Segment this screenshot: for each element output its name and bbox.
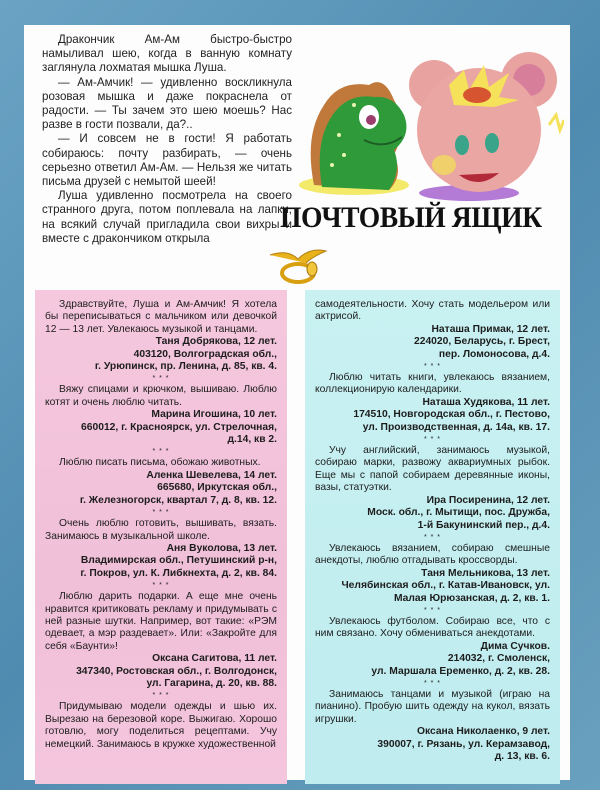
letter-text: Занимаюсь танцами и музыкой (играю на пианино). Пробую шить одежду на кукол, вязать игрушки. (315, 688, 550, 725)
magazine-page (24, 25, 570, 780)
separator: * * * (423, 679, 442, 687)
letter-address: 660012, г. Красноярск, ул. Стрелочная, (81, 421, 277, 433)
letter-address: Владимирская обл., Петушинский р-н, (80, 555, 277, 567)
letter-name: Таня Добрякова, 12 лет. (155, 336, 277, 348)
dragon-icon (299, 82, 409, 195)
letter (315, 445, 550, 532)
letter-text: самодеятельности. Хочу стать модельером или актрисой. (315, 299, 550, 323)
letter-address: ул. Производственная, д. 14а, кв. 17. (362, 421, 550, 433)
letter-address: Челябинская обл., г. Катав-Ивановск, ул. (341, 580, 550, 592)
letter-text: Придумываю модели одежды и шью их. Вырезаю на березовой коре. Выжигаю. Хорошо готовлю, могу поделиться рецептами. Учу немецкий. Занимаюсь в кружке художественной (45, 701, 277, 750)
intro-paragraph: — И совсем не в гости! Я работать собираюсь: почту разбирать, — очень серьезно ответил Ам-Ам. — Нельзя же читать письма друзей с немытой шеей! (42, 132, 292, 189)
letter (315, 299, 550, 361)
letter-address: д.14, кв 2. (227, 434, 277, 446)
letter-address: 214032, г. Смоленск, (447, 653, 550, 665)
separator: * * * (423, 606, 442, 614)
letter-text: Люблю читать книги, увлекаюсь вязанием, коллекционирую календарики. (315, 372, 550, 396)
letter-text: Здравствуйте, Луша и Ам-Амчик! Я хотела бы переписываться с мальчиком или девочкой 12 — 13 лет. Увлекаюсь музыкой и танцами. (45, 299, 277, 335)
letter-name: Аленка Шевелева, 14 лет. (146, 469, 277, 481)
intro-story (42, 33, 292, 246)
letter-text: Люблю писать письма, обожаю животных. (59, 457, 261, 469)
letter-address: 403120, Волгоградская обл., (133, 348, 277, 360)
intro-paragraph: Дракончик Ам-Ам быстро-быстро намыливал шею, когда в ванную комнату заглянула лохматая мышка Луша. (42, 33, 292, 75)
letter (45, 384, 277, 446)
letter-address: 390007, г. Рязань, ул. Керамзавод, (377, 738, 550, 750)
letter (45, 591, 277, 690)
page-title: ПОЧТОВЫЙ ЯЩИК (280, 201, 542, 234)
mouse-icon (409, 52, 564, 201)
separator: * * * (152, 692, 170, 700)
letter-address: пер. Ломоносова, д.4. (438, 348, 550, 360)
dragon-and-mouse-illustration (294, 45, 564, 205)
letter-text: Люблю дарить подарки. А еще мне очень нравится критиковать рекламу и придумывать с ней разные шутки. Например, вот такие: «РЭМ одевает, а мэр раздевает». Или: «Закройте для себя «Баунти»! (45, 591, 277, 652)
letter (315, 616, 550, 678)
letter-name: Аня Вуколова, 13 лет. (166, 542, 277, 554)
intro-paragraph: — Ам-Амчик! — удивленно воскликнула розовая мышка и даже покраснела от радости. — Ты зачем это шею моешь? Нас разве в гости позвали, да?.. (42, 75, 292, 132)
letter-name: Оксана Николаенко, 9 лет. (416, 726, 550, 738)
letter-address: ул. Гагарина, д. 20, кв. 88. (146, 677, 277, 689)
letter-name: Оксана Сагитова, 11 лет. (152, 653, 277, 665)
letter (315, 543, 550, 605)
letter (45, 299, 277, 373)
letter-address: г. Железногорск, квартал 7, д. 8, кв. 12. (79, 494, 277, 506)
letter-text: Увлекаюсь футболом. Собираю все, что с ним связано. Хочу обмениваться анекдотами. (315, 615, 550, 640)
letter (45, 518, 277, 580)
letters-column-right (305, 290, 560, 784)
letter-name: Ира Посиренина, 12 лет. (426, 494, 550, 506)
separator: * * * (152, 582, 170, 590)
letter (315, 372, 550, 434)
separator: * * * (152, 448, 170, 456)
letter-address: 224020, Беларусь, г. Брест, (414, 336, 550, 348)
letter-address: Моск. обл., г. Мытищи, пос. Дружба, (367, 507, 550, 519)
letter-address: д. 13, кв. 6. (494, 751, 550, 762)
letter-address: 347340, Ростовская обл., г. Волгодонск, (76, 665, 277, 677)
letter-text: Очень люблю готовить, вышивать, вязать. Занимаюсь в музыкальной школе. (45, 518, 277, 542)
letter-name: Таня Мельникова, 13 лет. (421, 567, 550, 579)
letter-address: 665680, Иркутская обл., (157, 482, 277, 494)
letters-column-left (35, 290, 287, 784)
post-horn-icon (268, 247, 328, 287)
separator: * * * (152, 509, 170, 517)
letter-address: Малая Юрюзанская, д. 2, кв. 1. (393, 592, 550, 604)
letter-text: Вяжу спицами и крючком, вышиваю. Люблю котят и очень люблю читать. (45, 384, 277, 408)
letter-name: Марина Игошина, 10 лет. (151, 409, 277, 421)
letter (45, 701, 277, 751)
separator: * * * (423, 363, 442, 371)
letter-name: Наташа Худякова, 11 лет. (422, 396, 550, 408)
letter-address: г. Покров, ул. К. Либкнехта, д. 2, кв. 84. (80, 567, 277, 579)
letter-name: Наташа Примак, 12 лет. (431, 323, 550, 335)
letter-address: ул. Маршала Еременко, д. 2, кв. 28. (371, 665, 550, 677)
letter-address: г. Урюпинск, пр. Ленина, д. 85, кв. 4. (94, 361, 277, 373)
letter-text: Учу английский, занимаюсь музыкой, собираю марки, развожу аквариумных рыбок. Еще мы с папой собираем деревянные иконы, вазы, статуэтки. (315, 445, 550, 494)
separator: * * * (423, 533, 442, 541)
letter (45, 457, 277, 507)
letter-address: 1-й Бакунинский пер., д.4. (417, 519, 550, 531)
letter (315, 689, 550, 763)
letter-text: Увлекаюсь вязанием, собираю смешные анекдоты, люблю отгадывать кроссворды. (315, 542, 550, 567)
separator: * * * (152, 375, 170, 383)
separator: * * * (423, 436, 442, 444)
letter-address: 174510, Новгородская обл., г. Пестово, (353, 409, 550, 421)
intro-paragraph: Луша удивленно посмотрела на своего странного друга, потом поплевала на лапки, на всякий случай пригладила свои вихры и вместе с дракончиком открыла (42, 189, 292, 245)
letter-name: Дима Сучков. (480, 640, 550, 652)
